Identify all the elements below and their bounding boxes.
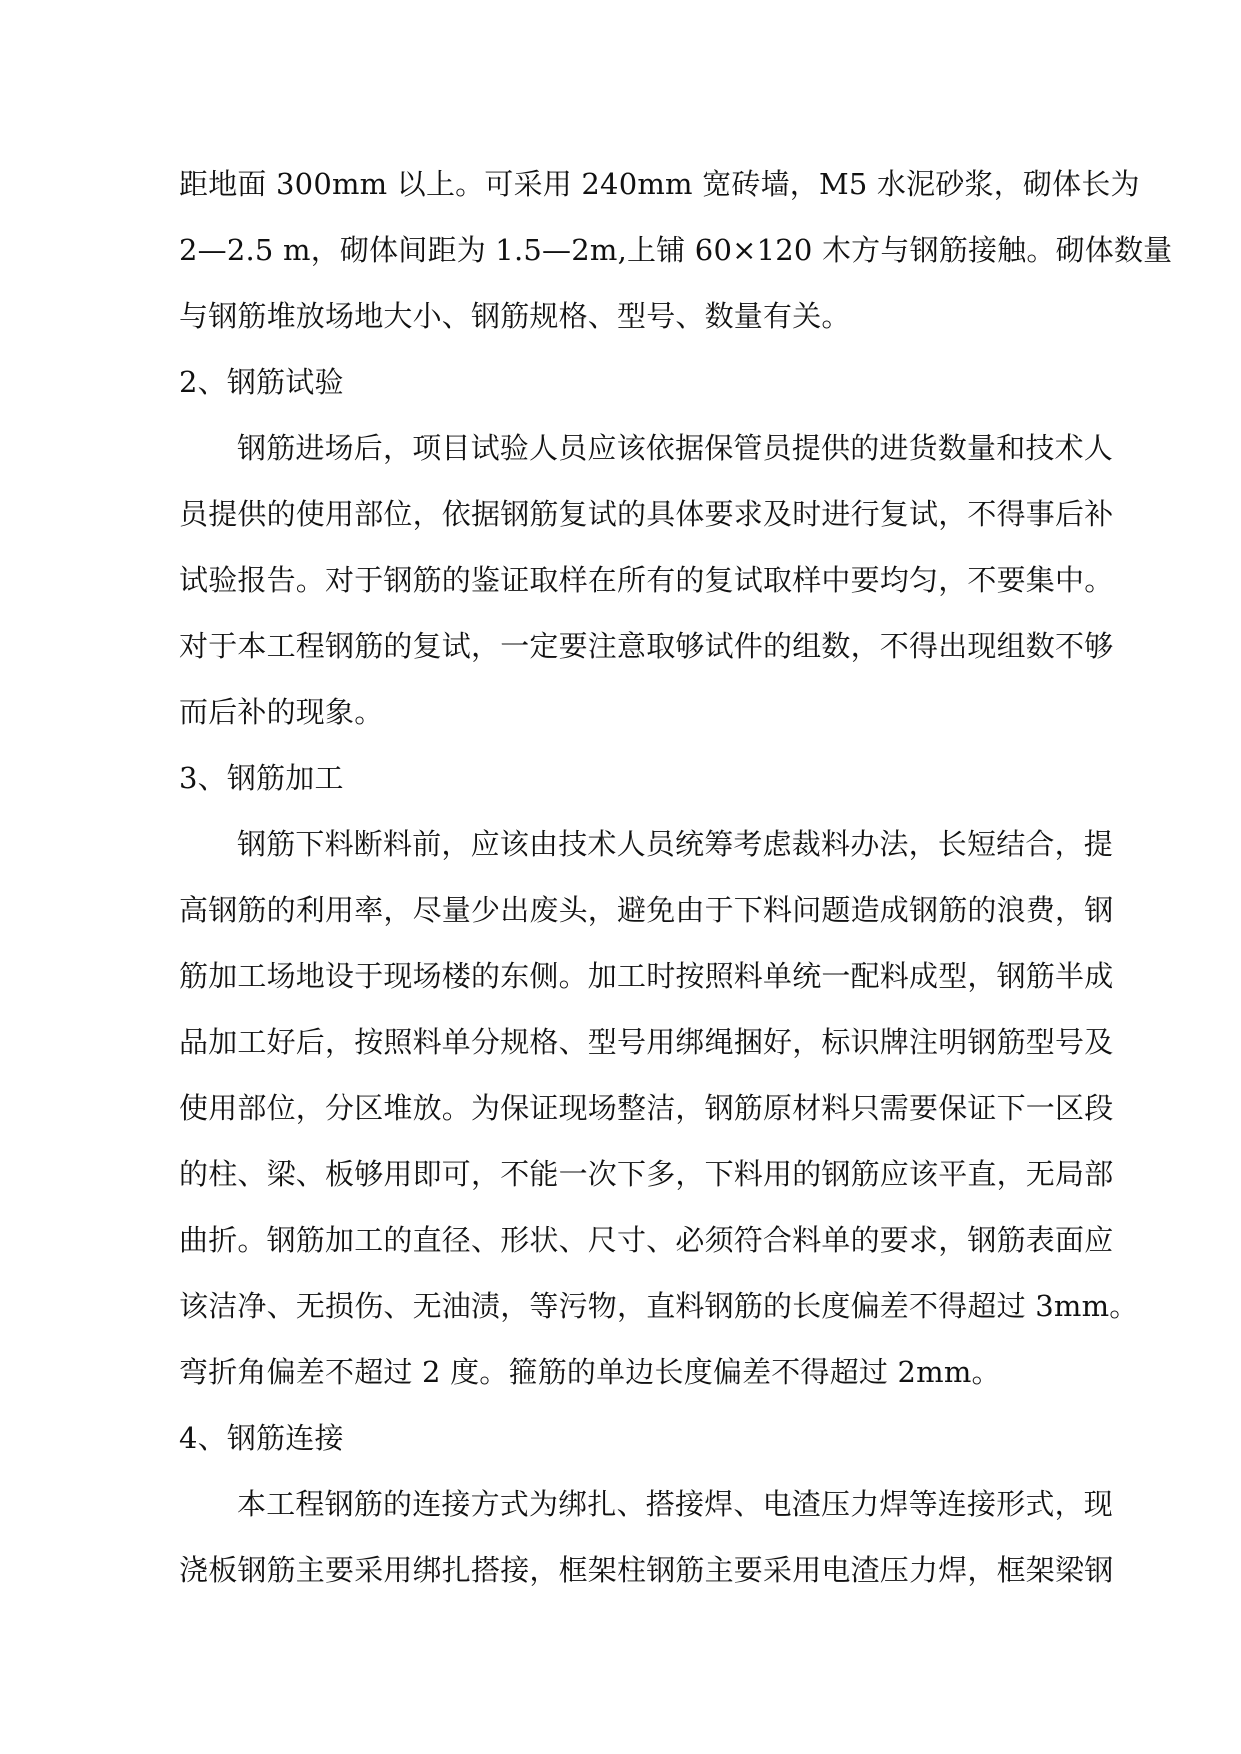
paragraph-line: 本工程钢筋的连接方式为绑扎、搭接焊、电渣压力焊等连接形式，现 <box>237 1487 1114 1521</box>
paragraph-line: 距地面 300mm 以上。可采用 240mm 宽砖墙，M5 水泥砂浆，砌体长为 <box>179 167 1140 201</box>
paragraph-line: 品加工好后，按照料单分规格、型号用绑绳捆好，标识牌注明钢筋型号及 <box>179 1025 1114 1059</box>
document-body <box>179 151 1173 1603</box>
paragraph-line: 使用部位，分区堆放。为保证现场整洁，钢筋原材料只需要保证下一区段 <box>179 1091 1114 1125</box>
paragraph-line: 钢筋下料断料前，应该由技术人员统筹考虑裁料办法，长短结合，提 <box>237 827 1114 861</box>
paragraph-line: 钢筋进场后，项目试验人员应该依据保管员提供的进货数量和技术人 <box>237 431 1114 465</box>
paragraph-line: 与钢筋堆放场地大小、钢筋规格、型号、数量有关。 <box>179 299 851 333</box>
paragraph-line: 的柱、梁、板够用即可，不能一次下多，下料用的钢筋应该平直，无局部 <box>179 1157 1114 1191</box>
paragraph-line: 弯折角偏差不超过 2 度。箍筋的单边长度偏差不得超过 2mm。 <box>179 1355 1001 1389</box>
paragraph-line: 高钢筋的利用率，尽量少出废头，避免由于下料问题造成钢筋的浪费，钢 <box>179 893 1114 927</box>
section-heading-steel-connection: 4、钢筋连接 <box>179 1421 344 1455</box>
paragraph-line: 对于本工程钢筋的复试，一定要注意取够试件的组数，不得出现组数不够 <box>179 629 1114 663</box>
paragraph-line: 该洁净、无损伤、无油渍，等污物，直料钢筋的长度偏差不得超过 3mm。 <box>179 1289 1139 1323</box>
paragraph-line: 筋加工场地设于现场楼的东侧。加工时按照料单统一配料成型，钢筋半成 <box>179 959 1114 993</box>
section-heading-steel-processing: 3、钢筋加工 <box>179 761 344 795</box>
paragraph-line: 浇板钢筋主要采用绑扎搭接，框架柱钢筋主要采用电渣压力焊，框架梁钢 <box>179 1553 1114 1587</box>
section-heading-steel-testing: 2、钢筋试验 <box>179 365 344 399</box>
paragraph-line: 而后补的现象。 <box>179 695 384 729</box>
paragraph-line: 2—2.5 m，砌体间距为 1.5—2m,上铺 60×120 木方与钢筋接触。砌体数量 <box>179 233 1173 267</box>
paragraph-line: 试验报告。对于钢筋的鉴证取样在所有的复试取样中要均匀，不要集中。 <box>179 563 1114 597</box>
paragraph-line: 曲折。钢筋加工的直径、形状、尺寸、必须符合料单的要求，钢筋表面应 <box>179 1223 1114 1257</box>
paragraph-line: 员提供的使用部位，依据钢筋复试的具体要求及时进行复试，不得事后补 <box>179 497 1114 531</box>
